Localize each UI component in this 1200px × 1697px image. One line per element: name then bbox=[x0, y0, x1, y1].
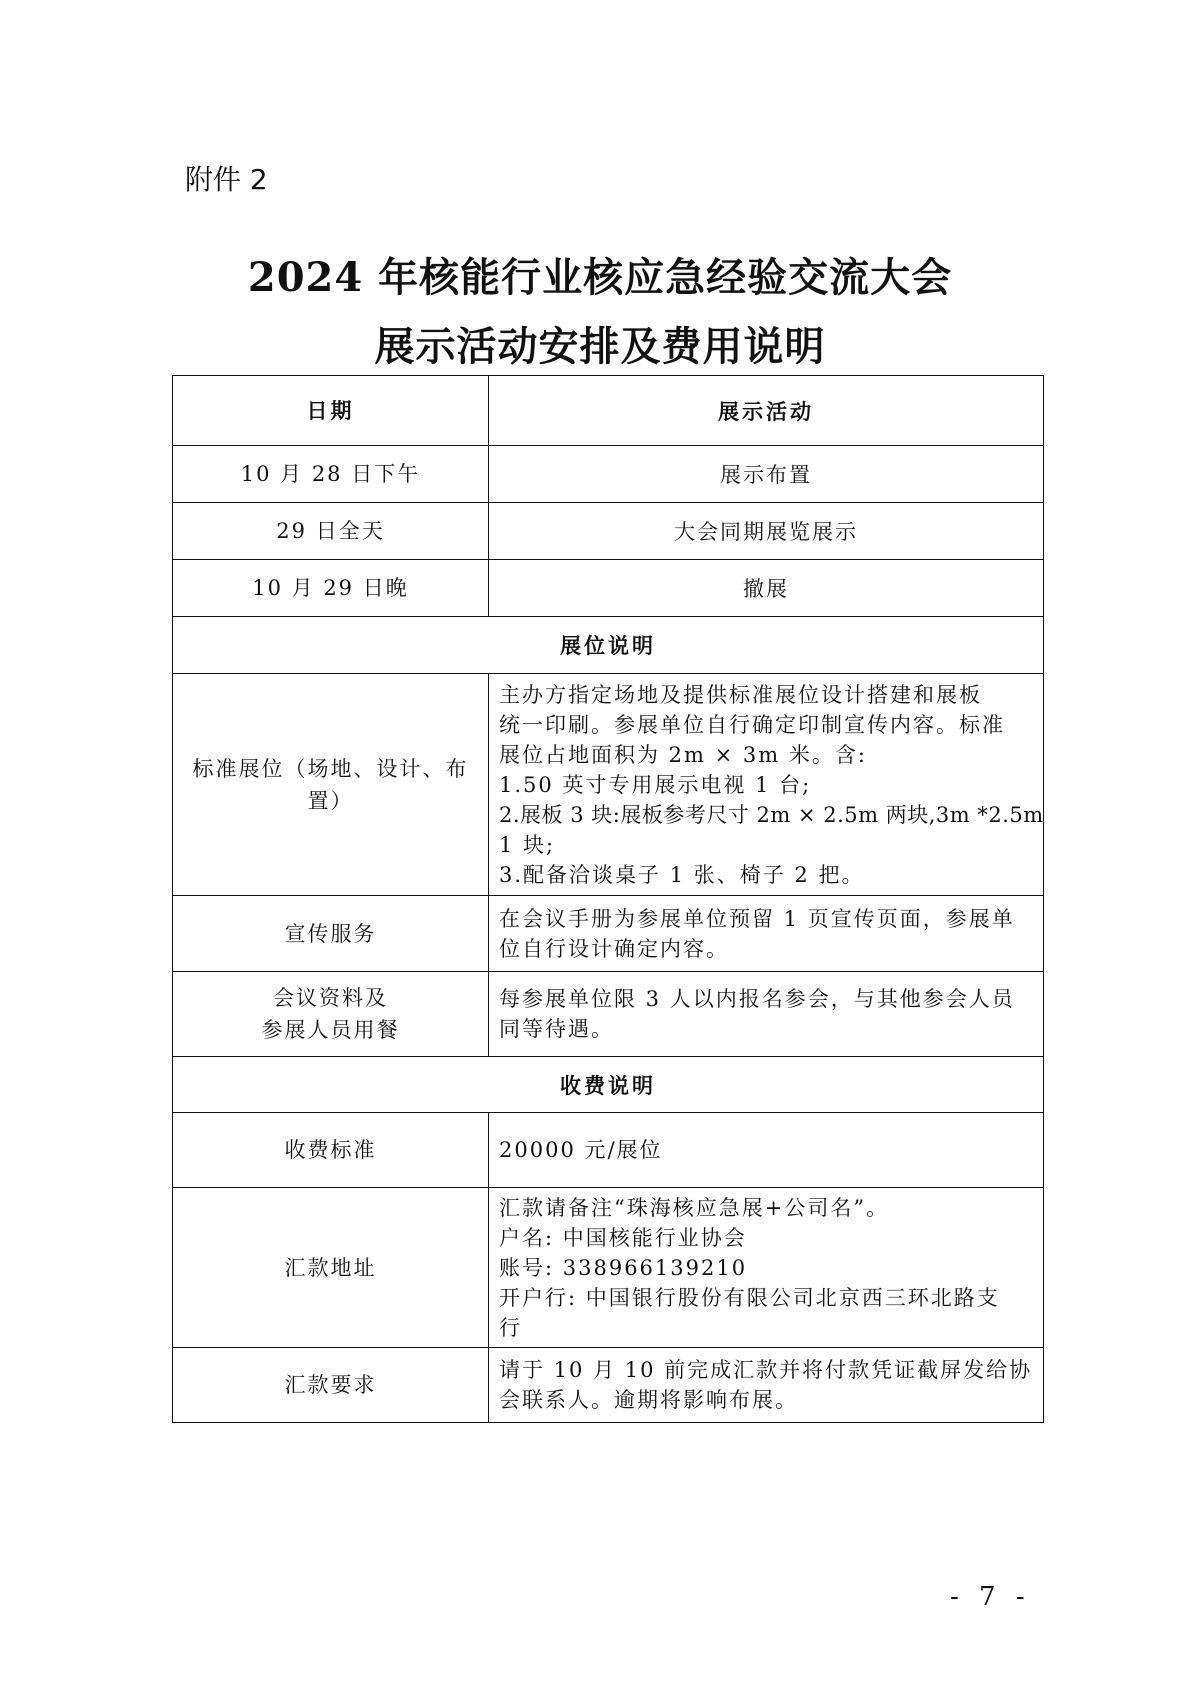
table-row bbox=[173, 896, 1044, 972]
standard-booth-label: 标准展位（场地、设计、布置） bbox=[173, 674, 489, 896]
schedule-date: 10 月 28 日下午 bbox=[173, 446, 489, 503]
remittance-address-details bbox=[489, 1188, 1044, 1348]
schedule-date: 29 日全天 bbox=[173, 503, 489, 560]
attachment-label: 附件 2 bbox=[185, 163, 268, 196]
section-header-row bbox=[173, 617, 1044, 674]
text-line: 开户行: 中国银行股份有限公司北京西三环北路支 bbox=[499, 1285, 1000, 1310]
section-header-row bbox=[173, 1057, 1044, 1113]
text-line: 同等待遇。 bbox=[499, 1017, 614, 1041]
header-date: 日期 bbox=[173, 376, 489, 446]
text-line: 展位占地面积为 2m × 3m 米。含: bbox=[499, 742, 867, 767]
booth-section-title: 展位说明 bbox=[173, 617, 1044, 674]
table-header-row bbox=[173, 376, 1044, 446]
document-title-line1: 2024 年核能行业核应急经验交流大会 bbox=[247, 254, 953, 301]
text-line: 请于 10 月 10 前完成汇款并将付款凭证截屏发给协 bbox=[499, 1358, 1033, 1382]
text-line: 统一印刷。参展单位自行确定印制宣传内容。标准 bbox=[499, 712, 1005, 737]
text-line: 1.50 英寸专用展示电视 1 台; bbox=[499, 772, 812, 797]
text-line: 每参展单位限 3 人以内报名参会，与其他参会人员 bbox=[499, 987, 1015, 1011]
header-activity: 展示活动 bbox=[489, 376, 1044, 446]
text-line: 1 块; bbox=[499, 832, 556, 857]
table-row bbox=[173, 446, 1044, 503]
remittance-requirement-details bbox=[489, 1348, 1044, 1423]
table-row bbox=[173, 1188, 1044, 1348]
table-row bbox=[173, 1348, 1044, 1423]
schedule-activity: 大会同期展览展示 bbox=[489, 503, 1044, 560]
page-number: - 7 - bbox=[950, 1582, 1031, 1612]
text-line: 位自行设计确定内容。 bbox=[499, 936, 729, 961]
materials-label-line2: 参展人员用餐 bbox=[261, 1018, 400, 1042]
schedule-fee-table bbox=[172, 375, 1044, 1423]
text-line: 汇款请备注“珠海核应急展+公司名”。 bbox=[499, 1195, 890, 1220]
materials-label bbox=[173, 972, 489, 1057]
text-line: 会联系人。逾期将影响布展。 bbox=[499, 1388, 798, 1412]
table-row bbox=[173, 674, 1044, 896]
schedule-activity: 撤展 bbox=[489, 560, 1044, 617]
table-row bbox=[173, 560, 1044, 617]
table-row bbox=[173, 972, 1044, 1057]
remittance-requirement-label: 汇款要求 bbox=[173, 1348, 489, 1423]
materials-description bbox=[489, 972, 1044, 1057]
schedule-activity: 展示布置 bbox=[489, 446, 1044, 503]
fee-section-title: 收费说明 bbox=[173, 1057, 1044, 1113]
fee-standard-label: 收费标准 bbox=[173, 1113, 489, 1188]
text-line: 行 bbox=[499, 1315, 522, 1340]
promotion-description bbox=[489, 896, 1044, 972]
remittance-address-label: 汇款地址 bbox=[173, 1188, 489, 1348]
promotion-label: 宣传服务 bbox=[173, 896, 489, 972]
text-line: 主办方指定场地及提供标准展位设计搭建和展板 bbox=[499, 682, 982, 707]
document-title-line2: 展示活动安排及费用说明 bbox=[374, 323, 826, 370]
text-line: 3.配备洽谈桌子 1 张、椅子 2 把。 bbox=[499, 862, 865, 887]
materials-label-line1: 会议资料及 bbox=[273, 986, 388, 1010]
table-row bbox=[173, 503, 1044, 560]
text-line: 2.展板 3 块:展板参考尺寸 2m × 2.5m 两块,3m *2.5m bbox=[499, 802, 1044, 827]
fee-standard-value: 20000 元/展位 bbox=[489, 1113, 1044, 1188]
text-line: 户名: 中国核能行业协会 bbox=[499, 1225, 747, 1250]
schedule-date: 10 月 29 日晚 bbox=[173, 560, 489, 617]
text-line: 账号: 338966139210 bbox=[499, 1255, 748, 1280]
standard-booth-description bbox=[489, 674, 1044, 896]
table-row bbox=[173, 1113, 1044, 1188]
text-line: 在会议手册为参展单位预留 1 页宣传页面，参展单 bbox=[499, 906, 1015, 931]
